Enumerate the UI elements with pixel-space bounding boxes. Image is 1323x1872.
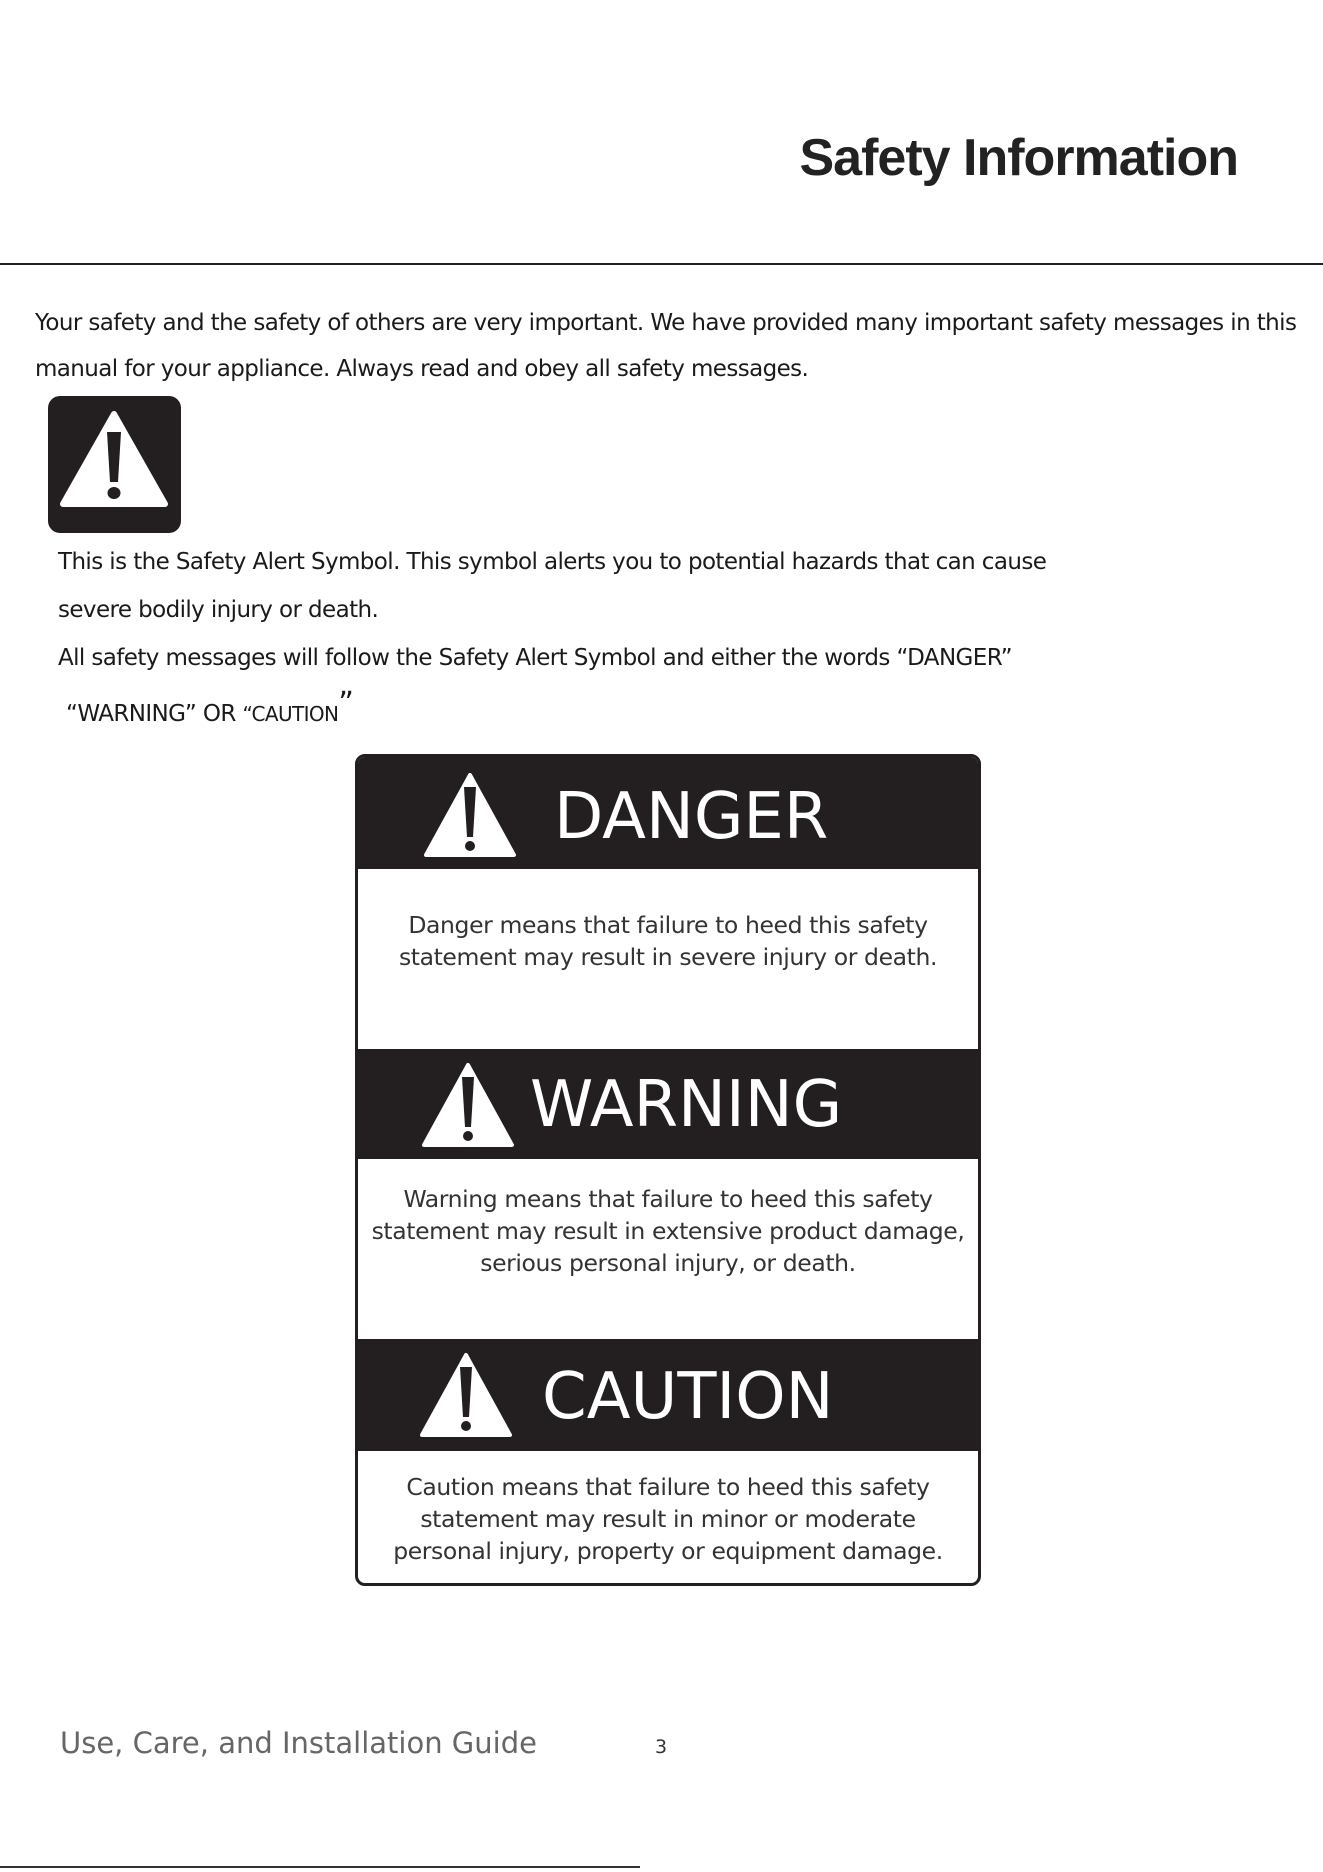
intro-paragraph: Your safety and the safety of others are very important. We have provided many important safety messages in this manual for your appliance. Always read and obey all safety messages. [35,310,1297,382]
signal-word-panel [355,754,981,1586]
footer-divider [0,1866,640,1868]
signal-words-caution: “CAUTION [242,702,339,726]
signal-words-warning-or: “WARNING” OR [66,701,243,727]
caution-description [358,1471,978,1567]
warning-description-line: statement may result in extensive product damage, [371,1217,965,1245]
signal-words-line [66,686,354,729]
warning-word: WARNING [530,1068,843,1142]
danger-header [358,757,978,869]
caution-alert-icon [416,1349,516,1441]
symbol-explanation-line: All safety messages will follow the Safety Alert Symbol and either the words “DANGER” [58,645,1012,671]
warning-alert-icon [418,1059,518,1151]
page-title: Safety Information [799,129,1238,187]
warning-header [358,1049,978,1159]
warning-description-line: Warning means that failure to heed this safety [403,1185,933,1213]
danger-word: DANGER [554,780,829,854]
safety-alert-symbol-icon [48,396,181,533]
warning-description [358,1183,978,1279]
caution-description-line: personal injury, property or equipment damage. [393,1537,943,1565]
danger-alert-icon [420,769,520,861]
header-divider [0,263,1323,265]
symbol-explanation-line: severe bodily injury or death. [58,597,379,623]
page-number: 3 [655,1736,668,1758]
caution-description-line: statement may result in minor or moderate [420,1505,916,1533]
warning-description-line: serious personal injury, or death. [480,1249,856,1277]
danger-description [358,909,978,973]
symbol-explanation [58,538,1258,682]
caution-description-line: Caution means that failure to heed this safety [406,1473,930,1501]
danger-description-line: statement may result in severe injury or death. [398,943,938,971]
caution-word: CAUTION [542,1360,834,1434]
signal-words-close-quote: ” [338,686,354,721]
caution-header [358,1339,978,1451]
danger-description-line: Danger means that failure to heed this safety [408,911,928,939]
symbol-explanation-line: This is the Safety Alert Symbol. This symbol alerts you to potential hazards that can cause [58,549,1047,575]
footer-guide-title: Use, Care, and Installation Guide [60,1726,537,1760]
